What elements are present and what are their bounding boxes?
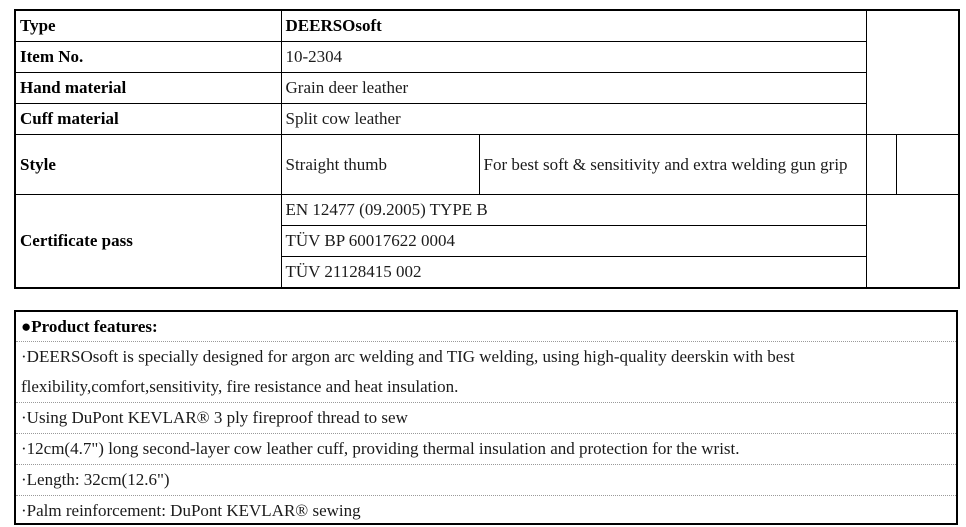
spec-label-cuff-material: Cuff material [15, 104, 281, 135]
spec-certificate-value-2: TÜV BP 60017622 0004 [281, 226, 866, 257]
spec-row-style [15, 135, 959, 195]
spec-style-empty-cell-2 [896, 135, 959, 195]
spec-style-note: For best soft & sensitivity and extra welding gun grip [479, 135, 866, 195]
spec-certificate-value-1: EN 12477 (09.2005) TYPE B [281, 195, 866, 226]
spec-label-type: Type [15, 10, 281, 42]
spec-value-style: Straight thumb [281, 135, 479, 195]
spec-table [14, 9, 960, 289]
feature-item-5: ·Palm reinforcement: DuPont KEVLAR® sewing [16, 495, 956, 526]
spec-label-certificate: Certificate pass [15, 195, 281, 289]
spec-label-style: Style [15, 135, 281, 195]
spec-value-hand-material: Grain deer leather [281, 73, 866, 104]
spec-row-cuff-material [15, 104, 959, 135]
spec-row-certificate-1 [15, 195, 959, 226]
feature-item-3: ·12cm(4.7") long second-layer cow leather cuff, providing thermal insulation and protection for the wrist. [16, 433, 956, 464]
feature-item-2: ·Using DuPont KEVLAR® 3 ply fireproof thread to sew [16, 402, 956, 433]
features-heading: ●Product features: [21, 317, 158, 336]
spec-value-item-no: 10-2304 [281, 42, 866, 73]
spec-value-type: DEERSOsoft [281, 10, 866, 42]
spec-row-type [15, 10, 959, 42]
spec-style-empty-cell-1 [866, 135, 896, 195]
spec-label-item-no: Item No. [15, 42, 281, 73]
spec-bottom-right-cell [866, 195, 959, 289]
spec-certificate-value-3: TÜV 21128415 002 [281, 257, 866, 289]
feature-item-1: ·DEERSOsoft is specially designed for argon arc welding and TIG welding, using high-quality deerskin with best flexibility,comfort,sensitivity, fire resistance and heat insulation. [16, 341, 956, 402]
spec-top-right-cell [866, 10, 959, 135]
spec-row-hand-material [15, 73, 959, 104]
feature-item-4: ·Length: 32cm(12.6") [16, 464, 956, 495]
spec-row-item-no [15, 42, 959, 73]
features-box [14, 310, 958, 525]
spec-label-hand-material: Hand material [15, 73, 281, 104]
spec-value-cuff-material: Split cow leather [281, 104, 866, 135]
